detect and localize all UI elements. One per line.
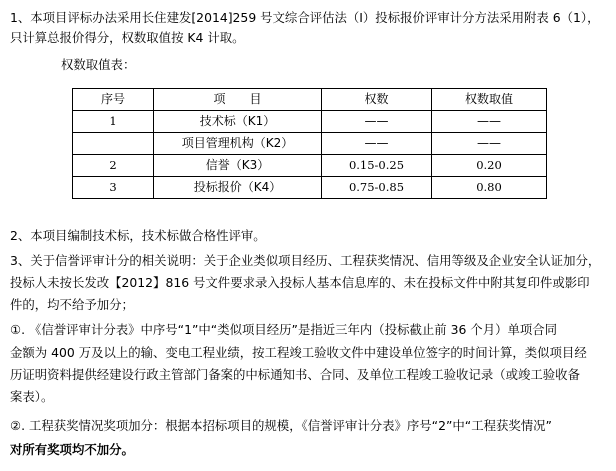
cell-value: —— <box>432 111 547 133</box>
item1-line2: 金额为 400 万及以上的输、变电工程业绩，按工程竣工验收文件中建设单位签字的时间计算，类似项目经 <box>10 345 587 360</box>
item1-line4: 案表）。 <box>10 389 54 404</box>
section3-line2: 投标人未按长发改【2012】816 号文件要求录入投标人基本信息库的、未在投标文件中附其复印件或影印 <box>10 275 590 290</box>
cell-value: —— <box>432 133 547 155</box>
cell-weight: —— <box>322 111 432 133</box>
cell-weight: 0.75-0.85 <box>322 177 432 199</box>
cell-weight: 0.15-0.25 <box>322 155 432 177</box>
table-row <box>73 155 547 177</box>
table-row <box>73 111 547 133</box>
weight-table <box>72 88 547 199</box>
section3-line3: 件的，均不给予加分； <box>10 297 134 312</box>
cell-item: 信誉（K3） <box>154 155 322 177</box>
cell-item: 项目管理机构（K2） <box>154 133 322 155</box>
header-no: 序号 <box>73 89 154 111</box>
table-row <box>73 177 547 199</box>
header-value: 权数取值 <box>432 89 547 111</box>
section1-line2: 只计算总报价得分，权数取值按 K4 计取。 <box>10 30 245 45</box>
section2-line1: 2、本项目编制技术标，技术标做合格性评审。 <box>10 228 266 243</box>
cell-weight: —— <box>322 133 432 155</box>
cell-item: 投标报价（K4） <box>154 177 322 199</box>
cell-no: 1 <box>73 111 154 133</box>
cell-no: 3 <box>73 177 154 199</box>
item2-line2: 对所有奖项均不加分。 <box>10 442 134 457</box>
section1-line1: 1、本项目评标办法采用长住建发[2014]259 号文综合评估法（Ⅰ）投标报价评审计分方法采用附表 6（1）， <box>10 10 600 25</box>
cell-no: 2 <box>73 155 154 177</box>
table-caption: 权数取值表： <box>61 57 136 72</box>
item1-line1: ①. 《信誉评审计分表》中序号“1”中“类似项目经历”是指近三年内（投标截止前 36 个月）单项合同 <box>10 322 558 337</box>
header-item: 项 目 <box>154 89 322 111</box>
table-header-row <box>73 89 547 111</box>
cell-value: 0.80 <box>432 177 547 199</box>
cell-item: 技术标（K1） <box>154 111 322 133</box>
item1-line3: 历证明资料提供经建设行政主管部门备案的中标通知书、合同、及单位工程竣工验收记录（或竣工验收备 <box>10 367 580 382</box>
section3-line1: 3、关于信誉评审计分的相关说明：关于企业类似项目经历、工程获奖情况、信用等级及企业安全认证加分， <box>10 253 601 268</box>
item2-line1: ②. 工程获奖情况奖项加分：根据本招标项目的规模，《信誉评审计分表》序号“2”中“工程获奖情况” <box>10 418 552 433</box>
header-weight: 权数 <box>322 89 432 111</box>
cell-no <box>73 133 154 155</box>
table-row <box>73 133 547 155</box>
cell-value: 0.20 <box>432 155 547 177</box>
